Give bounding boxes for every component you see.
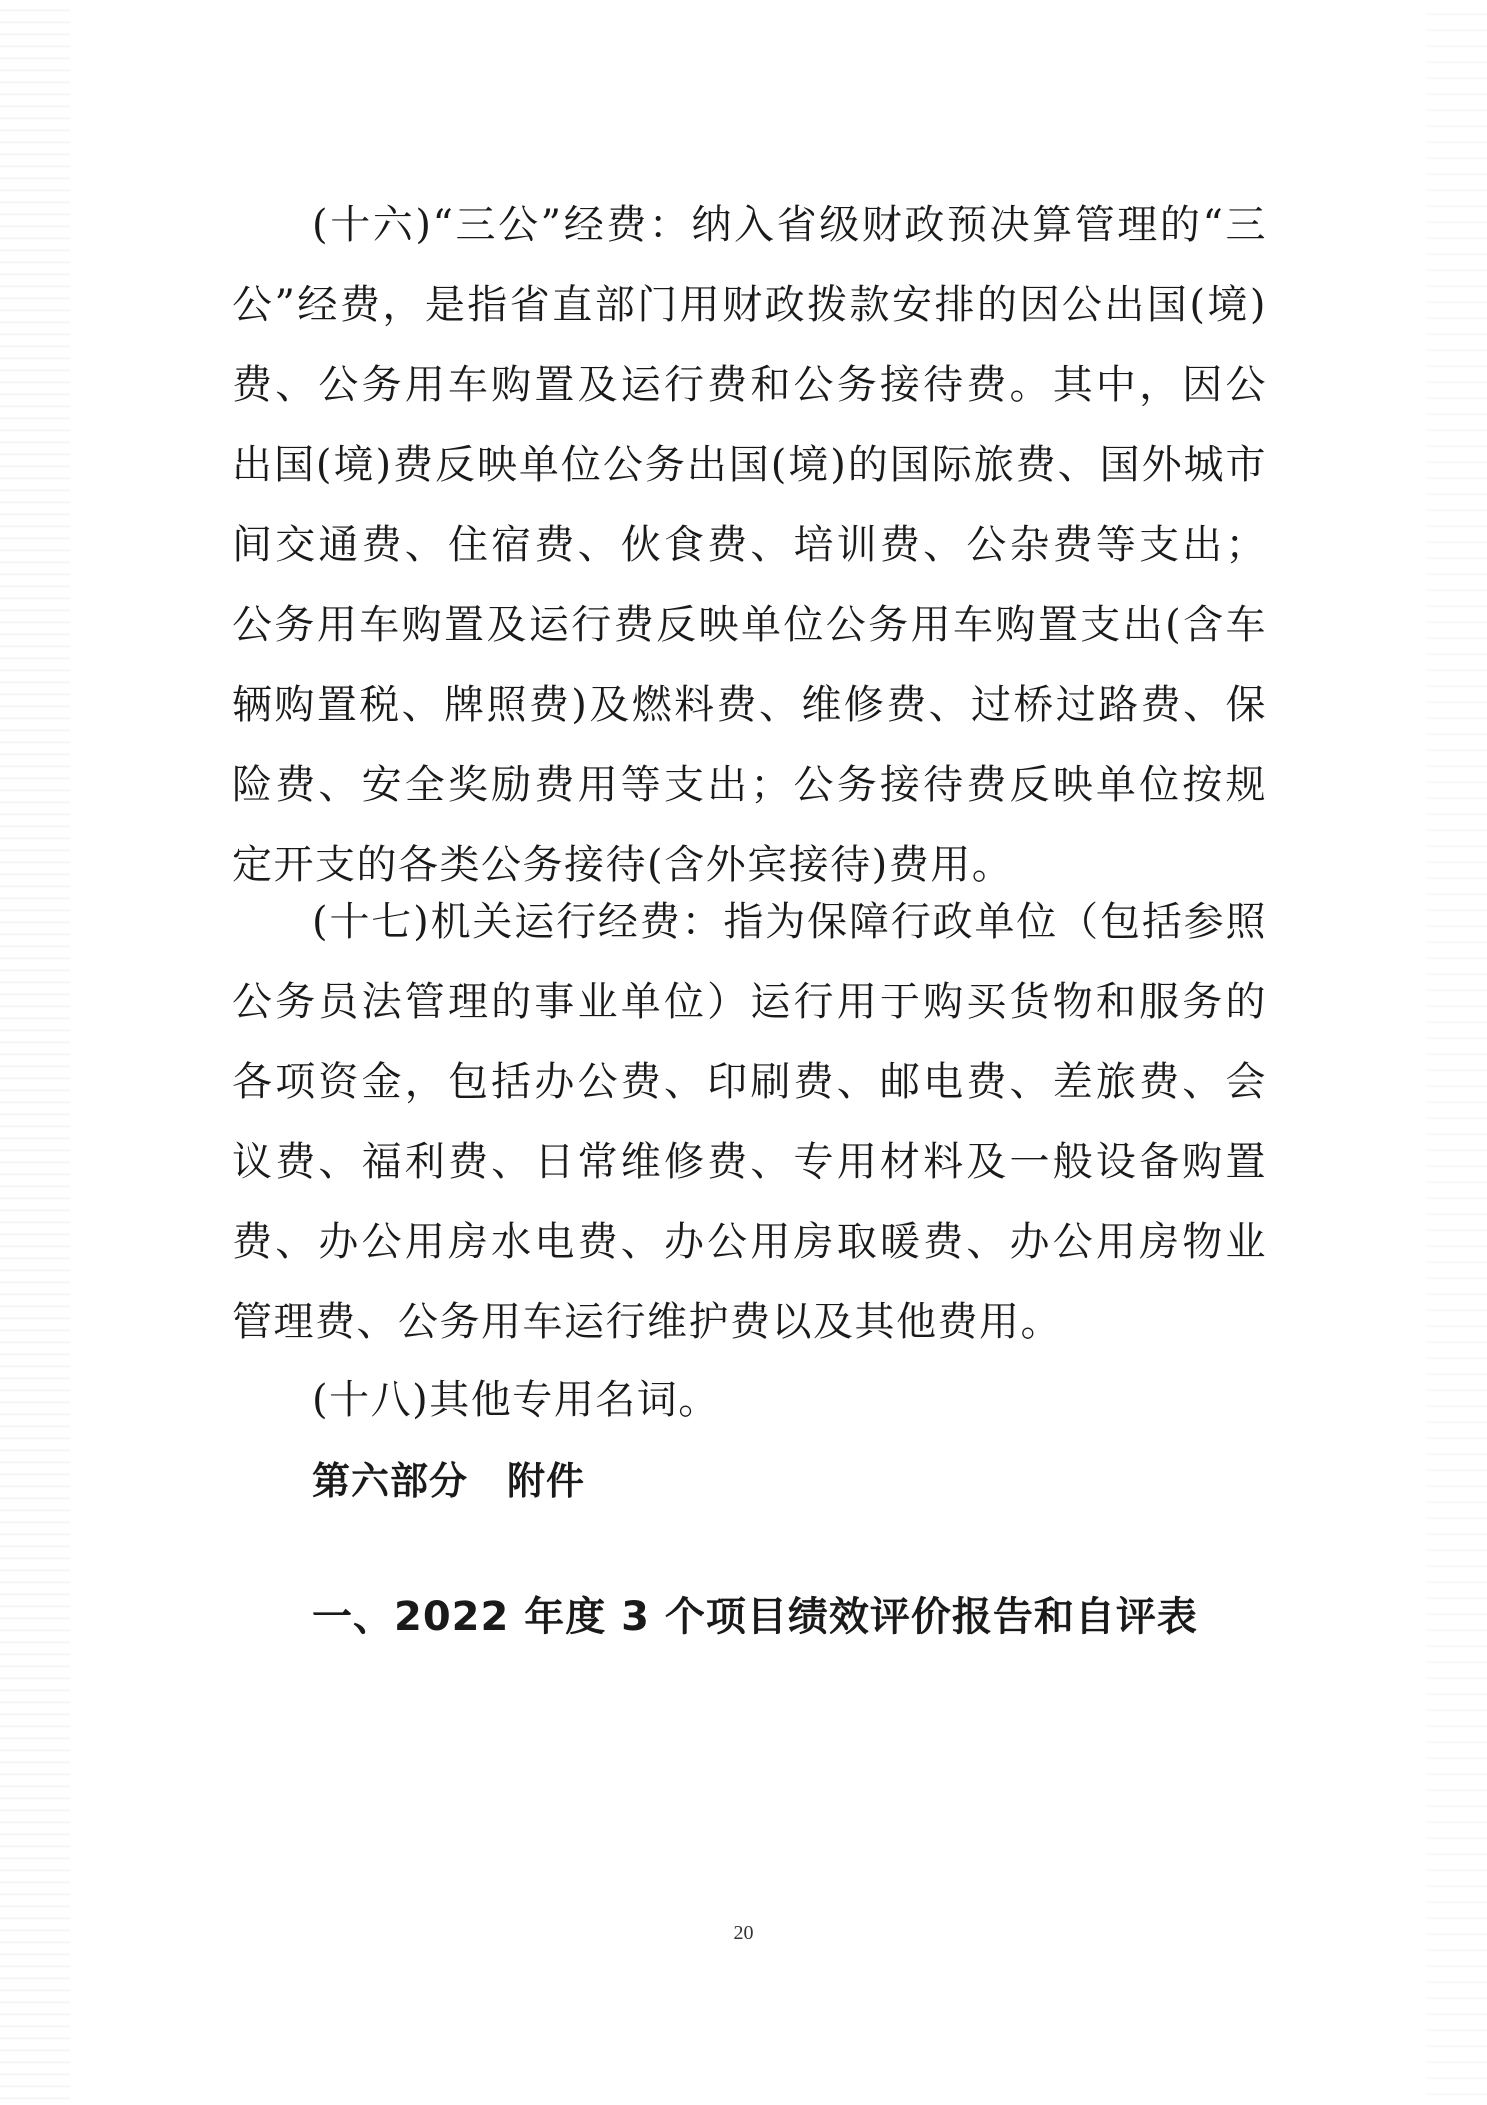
- scan-edge-right: [1427, 0, 1487, 2105]
- attachment-item-heading: 一、2022 年度 3 个项目绩效评价报告和自评表: [312, 1594, 1198, 1640]
- scan-edge-left: [0, 0, 70, 2105]
- paragraph-agency-operating-expenses: (十七)机关运行经费：指为保障行政单位（包括参照公务员法管理的事业单位）运行用于购买货物和服务的各项资金，包括办公费、印刷费、邮电费、差旅费、会议费、福利费、日常维修费、专用材料及一般设备购置费、办公用房水电费、办公用房取暖费、办公用房物业管理费、公务用车运行维护费以及其他费用。: [232, 899, 1267, 1345]
- section-heading-part6: 第六部分 附件: [312, 1459, 586, 1503]
- paragraph-other-terms: (十八)其他专用名词。: [312, 1377, 720, 1423]
- paragraph-sangong-expenses: (十六)“三公”经费：纳入省级财政预决算管理的“三公”经费，是指省直部门用财政拨款安排的因公出国(境)费、公务用车购置及运行费和公务接待费。其中，因公出国(境)费反映单位公务出国(境)的国际旅费、国外城市间交通费、住宿费、伙食费、培训费、公杂费等支出；公务用车购置及运行费反映单位公务用车购置支出(含车辆购置税、牌照费)及燃料费、维修费、过桥过路费、保险费、安全奖励费用等支出；公务接待费反映单位按规定开支的各类公务接待(含外宾接待)费用。: [232, 202, 1267, 888]
- page-number: 20: [733, 1922, 754, 1944]
